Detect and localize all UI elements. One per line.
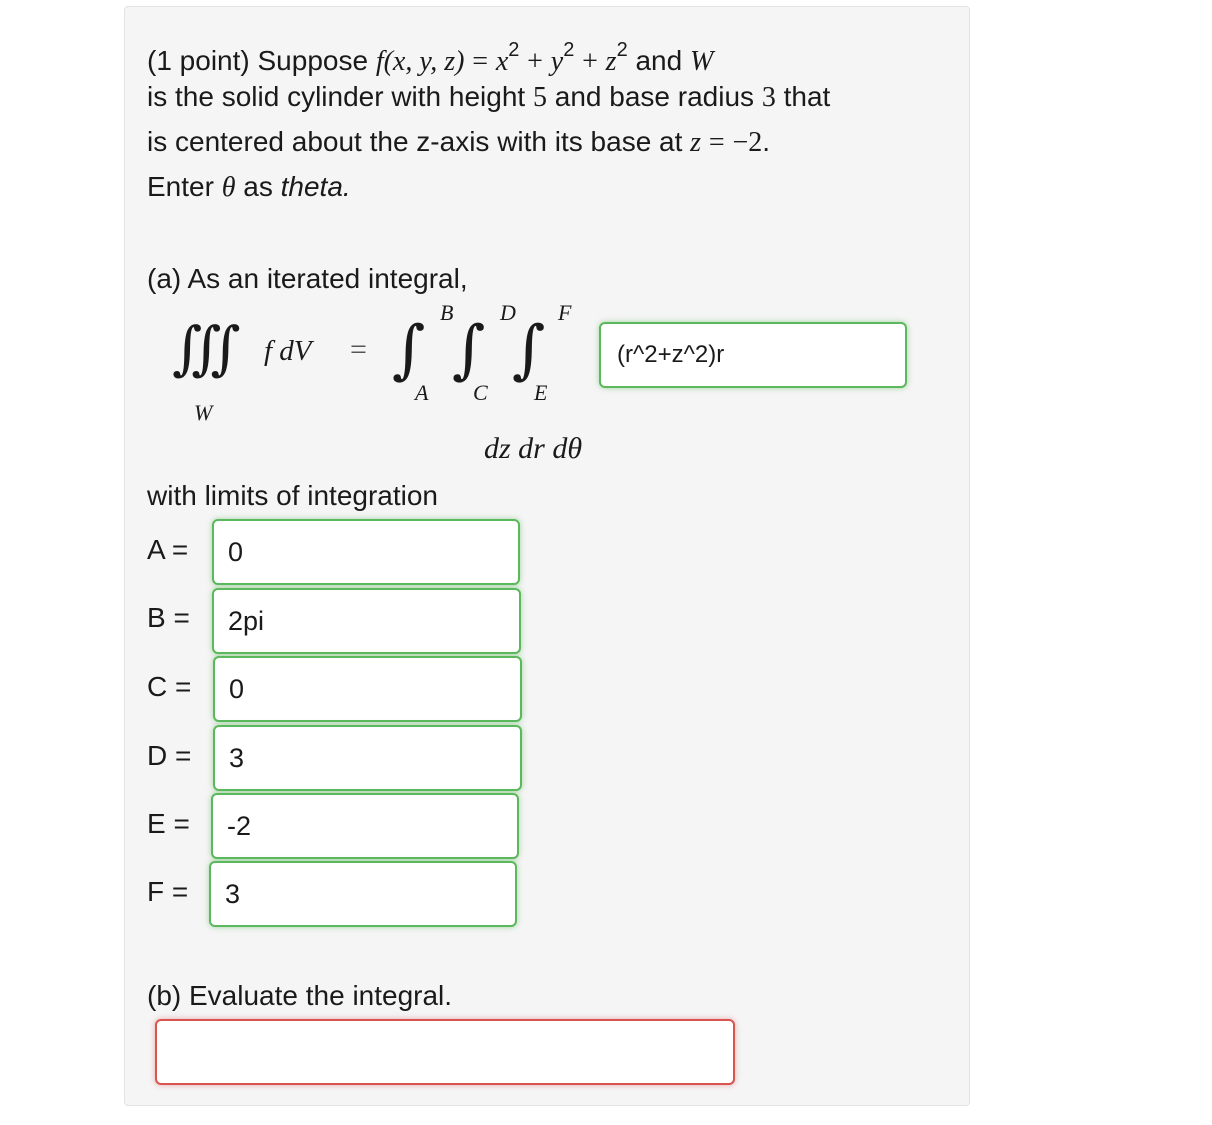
line2-text-b: and base radius	[554, 81, 755, 112]
region-w: W	[689, 46, 714, 77]
equals-sign: =	[472, 46, 489, 77]
evaluate-answer-input[interactable]	[155, 1019, 735, 1085]
upper-limit-d: D	[500, 300, 516, 325]
part-a-heading: (a) As an iterated integral,	[147, 263, 468, 294]
upper-limit-b: B	[440, 300, 454, 325]
part-b-heading: (b) Evaluate the integral.	[147, 980, 453, 1011]
integral-equals: =	[350, 333, 367, 366]
lower-limit-e: E	[534, 380, 548, 405]
exponent: 2	[563, 39, 575, 61]
limit-c-value: 0	[229, 673, 245, 704]
line3-text: is centered about the z-axis with its base at	[147, 126, 683, 157]
theta-word: theta.	[280, 171, 351, 202]
var-y: y	[550, 46, 564, 77]
problem-line-2	[147, 79, 830, 116]
radius-value: 3	[761, 82, 776, 113]
integrand-input[interactable]	[599, 322, 907, 388]
as-text: as	[243, 171, 273, 202]
limit-f-input[interactable]	[209, 861, 517, 927]
problem-line-4	[147, 169, 351, 206]
integral-sign-middle: ∫	[452, 313, 486, 387]
plus-sign: +	[527, 46, 543, 77]
differentials: dz dr dθ	[484, 432, 583, 465]
limit-f-value: 3	[225, 878, 241, 909]
integral-sign-outer: ∫	[392, 313, 426, 387]
limit-label-a: A =	[147, 534, 189, 565]
limit-b-value: 2pi	[228, 605, 265, 636]
exponent: 2	[508, 39, 520, 61]
integrand-input-value: (r^2+z^2)r	[617, 341, 725, 368]
limit-label-e: E =	[147, 808, 190, 839]
plus-sign: +	[582, 46, 598, 77]
limit-d-input[interactable]	[213, 725, 522, 791]
period: .	[762, 126, 771, 157]
base-z-value: −2	[732, 127, 763, 158]
problem-line-1	[147, 32, 713, 80]
function-f: f(x, y, z)	[375, 46, 465, 77]
limit-label-d: D =	[147, 740, 192, 771]
height-value: 5	[532, 82, 547, 113]
region-label: W	[194, 400, 213, 425]
exponent: 2	[616, 39, 628, 61]
limit-b-input[interactable]	[212, 588, 521, 654]
base-z-var: z	[690, 127, 702, 158]
upper-limit-f: F	[558, 300, 572, 325]
line2-text-c: that	[783, 81, 831, 112]
triple-integral-sign: ∭	[172, 314, 241, 382]
integral-sign-inner: ∫	[512, 313, 546, 387]
limit-label-c: C =	[147, 671, 192, 702]
limit-a-input[interactable]	[212, 519, 520, 585]
limit-d-value: 3	[229, 742, 245, 773]
lower-limit-c: C	[473, 380, 488, 405]
problem-line-3	[147, 124, 770, 161]
var-x: x	[495, 46, 509, 77]
equals-sign: =	[708, 127, 725, 158]
problem-prefix: (1 point) Suppose	[147, 45, 369, 76]
limit-e-value: -2	[227, 810, 252, 841]
limit-label-f: F =	[147, 876, 189, 907]
limits-heading: with limits of integration	[147, 480, 439, 511]
limit-a-value: 0	[228, 536, 244, 567]
line2-text-a: is the solid cylinder with height	[147, 81, 526, 112]
and-text: and	[635, 45, 683, 76]
lower-limit-a: A	[415, 380, 429, 405]
limit-label-b: B =	[147, 602, 190, 633]
limit-c-input[interactable]	[213, 656, 522, 722]
theta-symbol: θ	[221, 172, 236, 203]
limit-e-input[interactable]	[211, 793, 519, 859]
enter-text: Enter	[147, 171, 214, 202]
integrand-lhs: f dV	[264, 335, 312, 367]
var-z: z	[605, 46, 617, 77]
